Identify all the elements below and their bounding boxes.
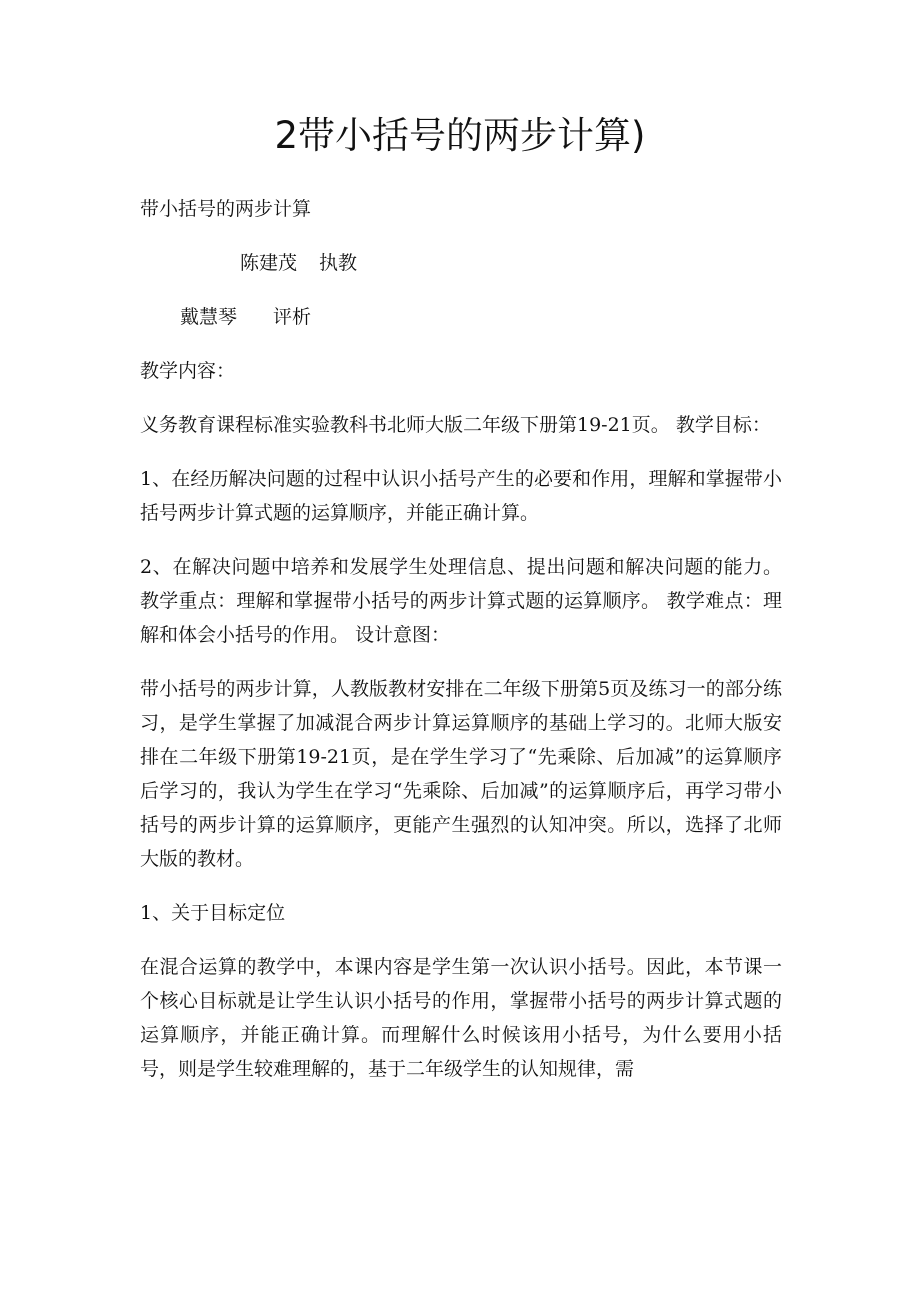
document-title: 2带小括号的两步计算): [274, 114, 646, 157]
teacher-role: 执教: [319, 252, 358, 274]
paragraph: 带小括号的两步计算，人教版教材安排在二年级下册第5页及练习一的部分练习，是学生掌握了加减混合两步计算运算顺序的基础上学习的。北师大版安排在二年级下册第19-21页，是在学生学习了“先乘除、后加减”的运算顺序后学习的，我认为学生在学习“先乘除、后加减”的运算顺序后，再学习带小括号的两步计算的运算顺序，更能产生强烈的认知冲突。所以，选择了北师大版的教材。: [140, 678, 782, 870]
paragraph: 1、在经历解决问题的过程中认识小括号产生的必要和作用，理解和掌握带小括号两步计算式题的运算顺序，并能正确计算。: [140, 468, 782, 524]
reviewer-line: [140, 300, 782, 334]
paragraph: 教学内容：: [140, 360, 236, 382]
subtitle: 带小括号的两步计算: [140, 198, 312, 220]
reviewer-name: 戴慧琴: [180, 306, 238, 328]
reviewer-role: 评析: [273, 306, 312, 328]
paragraph: 1、关于目标定位: [140, 902, 286, 924]
paragraph: 在混合运算的教学中，本课内容是学生第一次认识小括号。因此，本节课一个核心目标就是让学生认识小括号的作用，掌握带小括号的两步计算式题的运算顺序，并能正确计算。而理解什么时候该用小括号，为什么要用小括号，则是学生较难理解的，基于二年级学生的认知规律，需: [140, 956, 782, 1080]
paragraph: 2、在解决问题中培养和发展学生处理信息、提出问题和解决问题的能力。 教学重点：理解和掌握带小括号的两步计算式题的运算顺序。 教学难点：理解和体会小括号的作用。 设计意图：: [140, 556, 782, 646]
teacher-line: [140, 246, 782, 280]
paragraph: 义务教育课程标准实验教科书北师大版二年级下册第19-21页。 教学目标：: [140, 414, 771, 436]
teacher-name: 陈建茂: [240, 252, 298, 274]
document-body: [140, 192, 782, 1106]
